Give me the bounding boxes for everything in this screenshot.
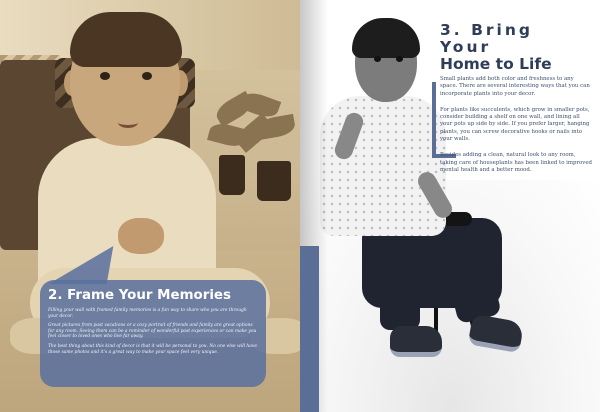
bring-home-to-life-section (440, 22, 592, 183)
child-eye-right (142, 72, 152, 80)
child-mouth (118, 117, 138, 128)
heading-line-1: 3. Bring Your (440, 21, 533, 56)
right-page (300, 0, 600, 412)
frame-memories-paragraph: The best thing about this kind of decor is that it will be personal to you. No one else will have those same photos and it's a great way to make your space feel very unique. (48, 343, 257, 355)
bring-home-to-life-heading (440, 22, 592, 73)
child2-leg-left (380, 250, 420, 330)
heading-line-2: Home to Life (440, 55, 552, 73)
child-hands (118, 218, 164, 254)
frame-memories-panel (40, 280, 266, 387)
frame-memories-body (48, 308, 258, 359)
child-eye-left (100, 72, 110, 80)
child2-eye-left (374, 56, 381, 62)
bring-home-paragraph: Besides adding a clean, natural look to any room, taking care of houseplants has been linked to improved mental health and a better mood. (440, 152, 592, 173)
bring-home-paragraph: Small plants add both color and freshness to any space. There are several interesting ways that you can incorporate plants into your decor. (440, 76, 590, 97)
frame-memories-heading: 2. Frame Your Memories (48, 288, 231, 303)
photo-potted-plants (205, 95, 300, 185)
child2-shoe-left (390, 326, 442, 357)
bring-home-paragraph: For plants like succulents, which grow in smaller pots, consider building a shelf on one wall, and lining all your pots up side by side. If you prefer larger, hanging plants, you can screw decorative hooks or nails into your walls. (440, 106, 590, 143)
child2-hair (352, 18, 420, 58)
child2-eye-right (396, 56, 403, 62)
child-hair (70, 12, 182, 67)
child2-shirt (320, 96, 446, 236)
frame-memories-paragraph: Filling your wall with framed family memories is a fun way to share who you are through your decor. (48, 308, 247, 319)
accent-bracket (432, 82, 436, 156)
frame-memories-paragraph: Great pictures from past vacations or a cozy portrait of friends and family are great options for any room. Seeing them can be a reminder of wonderful past experiences or can make you feel closer to loved ones who live far away. (48, 323, 257, 340)
accent-bar (300, 246, 319, 412)
panel-flag-accent (49, 246, 114, 284)
